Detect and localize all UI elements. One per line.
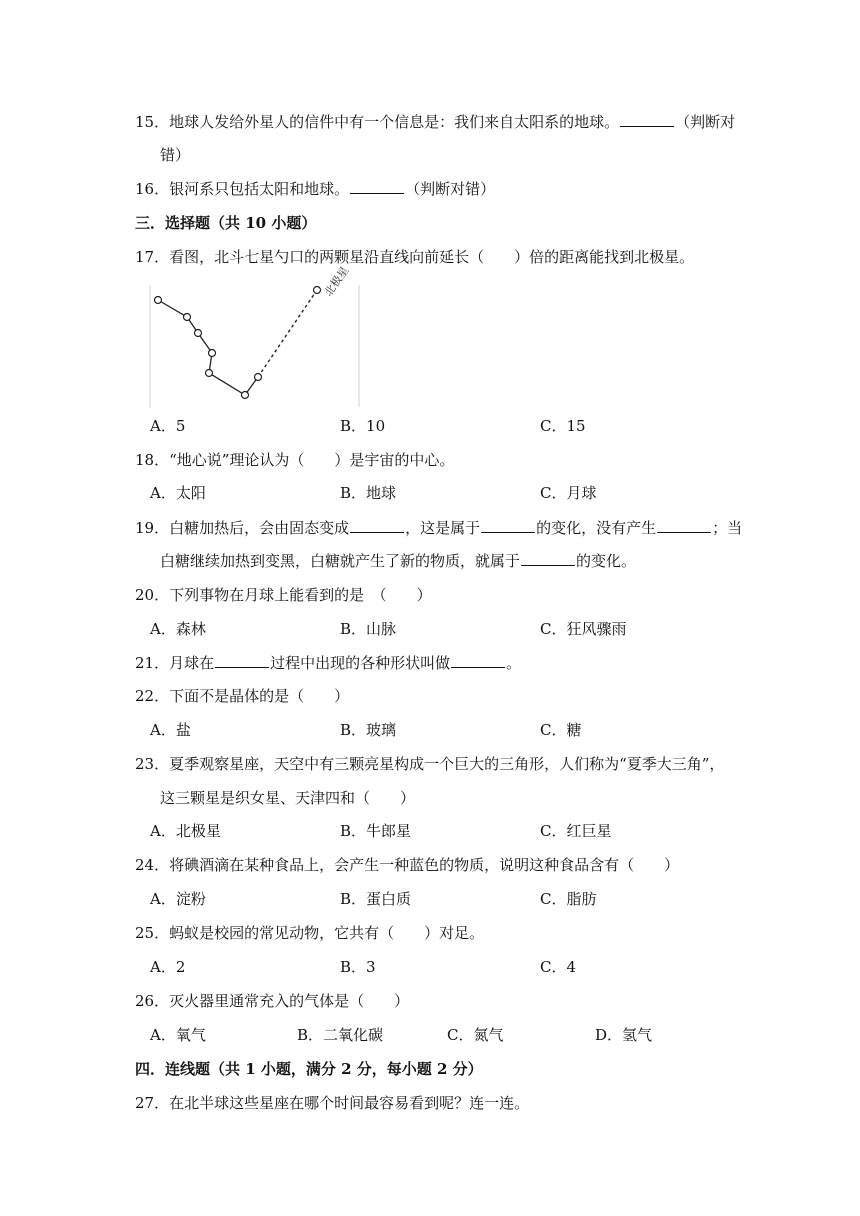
question-22: 22．下面不是晶体的是（ ） — [135, 687, 350, 705]
option-b[interactable]: B．山脉 — [340, 620, 397, 638]
q19-part: 的变化。 — [576, 552, 637, 570]
question-15-suffix: （判断对 — [675, 113, 736, 131]
answer-blank[interactable] — [521, 551, 575, 566]
option-b[interactable]: B．3 — [340, 958, 376, 976]
question-25: 25．蚂蚁是校园的常见动物，它共有（ ）对足。 — [135, 924, 485, 942]
polaris-star-icon — [314, 287, 321, 294]
answer-blank[interactable] — [350, 518, 404, 533]
option-c[interactable]: C．糖 — [540, 721, 582, 739]
star-icon — [155, 297, 162, 304]
question-16-text: 16．银河系只包括太阳和地球。 — [135, 180, 350, 198]
star-icon — [255, 374, 262, 381]
question-23-cont: 这三颗星是织女星、天津四和（ ） — [160, 789, 416, 807]
question-24: 24．将碘酒滴在某种食品上，会产生一种蓝色的物质，说明这种食品含有（ ） — [135, 856, 680, 874]
option-a[interactable]: A．盐 — [150, 721, 191, 739]
question-19-cont — [160, 551, 636, 571]
star-icon — [184, 314, 191, 321]
option-b[interactable]: B．10 — [340, 417, 386, 435]
option-a[interactable]: A．淀粉 — [150, 890, 206, 908]
option-a[interactable]: A．2 — [150, 958, 186, 976]
figure-label-polaris: 北极星 — [321, 264, 352, 299]
option-c[interactable]: C．脂肪 — [540, 890, 597, 908]
star-icon — [206, 370, 213, 377]
q19-part: ，这是属于 — [405, 519, 481, 537]
option-b[interactable]: B．牛郎星 — [340, 822, 412, 840]
question-20: 20．下列事物在月球上能看到的是 （ ） — [135, 586, 432, 604]
section-heading-choice: 三．选择题（共 10 小题） — [135, 214, 317, 232]
option-c[interactable]: C．月球 — [540, 484, 597, 502]
option-b[interactable]: B．玻璃 — [340, 721, 397, 739]
q21-part: 21．月球在 — [135, 654, 215, 672]
option-c[interactable]: C．4 — [540, 958, 577, 976]
star-icon — [209, 350, 216, 357]
question-27: 27．在北半球这些星座在哪个时间最容易看到呢？连一连。 — [135, 1094, 530, 1112]
answer-blank[interactable] — [350, 179, 404, 194]
option-b[interactable]: B．地球 — [340, 484, 397, 502]
section-heading-matching: 四．连线题（共 1 小题，满分 2 分，每小题 2 分） — [135, 1060, 483, 1078]
q21-part: 。 — [506, 654, 522, 672]
option-c[interactable]: C．狂风骤雨 — [540, 620, 627, 638]
question-15-text: 15．地球人发给外星人的信件中有一个信息是：我们来自太阳系的地球。 — [135, 113, 620, 131]
answer-blank[interactable] — [215, 653, 269, 668]
answer-blank[interactable] — [481, 518, 535, 533]
big-dipper-figure — [150, 264, 360, 407]
q19-part: 19．白糖加热后，会由固态变成 — [135, 519, 350, 537]
question-15-cont: 错） — [160, 146, 191, 164]
q19-part: 白糖继续加热到变黑，白糖就产生了新的物质，就属于 — [160, 552, 521, 570]
star-icon — [242, 392, 249, 399]
answer-blank[interactable] — [451, 653, 505, 668]
option-b[interactable]: B．二氧化碳 — [297, 1026, 384, 1044]
option-a[interactable]: A．太阳 — [150, 484, 206, 502]
q19-part: 的变化，没有产生 — [536, 519, 657, 537]
question-18: 18．“地心说”理论认为（ ）是宇宙的中心。 — [135, 451, 455, 469]
question-23: 23．夏季观察星座，天空中有三颗亮星构成一个巨大的三角形，人们称为“夏季大三角”， — [135, 755, 725, 773]
question-16 — [135, 179, 495, 199]
option-a[interactable]: A．氧气 — [150, 1026, 206, 1044]
question-17: 17．看图，北斗七星勺口的两颗星沿直线向前延长（ ）倍的距离能找到北极星。 — [135, 248, 695, 266]
option-c[interactable]: C．15 — [540, 417, 586, 435]
option-a[interactable]: A．森林 — [150, 620, 206, 638]
question-19 — [135, 518, 742, 538]
answer-blank[interactable] — [657, 518, 711, 533]
option-c[interactable]: C．红巨星 — [540, 822, 612, 840]
option-d[interactable]: D．氢气 — [595, 1026, 653, 1044]
question-16-suffix: （判断对错） — [405, 180, 496, 198]
q21-part: 过程中出现的各种形状叫做 — [270, 654, 451, 672]
option-a[interactable]: A．北极星 — [150, 822, 221, 840]
option-b[interactable]: B．蛋白质 — [340, 890, 412, 908]
option-a[interactable]: A．5 — [150, 417, 186, 435]
option-c[interactable]: C．氮气 — [447, 1026, 504, 1044]
question-15 — [135, 112, 735, 132]
question-26: 26．灭火器里通常充入的气体是（ ） — [135, 992, 410, 1010]
q19-part: ；当 — [712, 519, 743, 537]
star-icon — [195, 330, 202, 337]
question-21 — [135, 653, 521, 673]
answer-blank[interactable] — [620, 112, 674, 127]
